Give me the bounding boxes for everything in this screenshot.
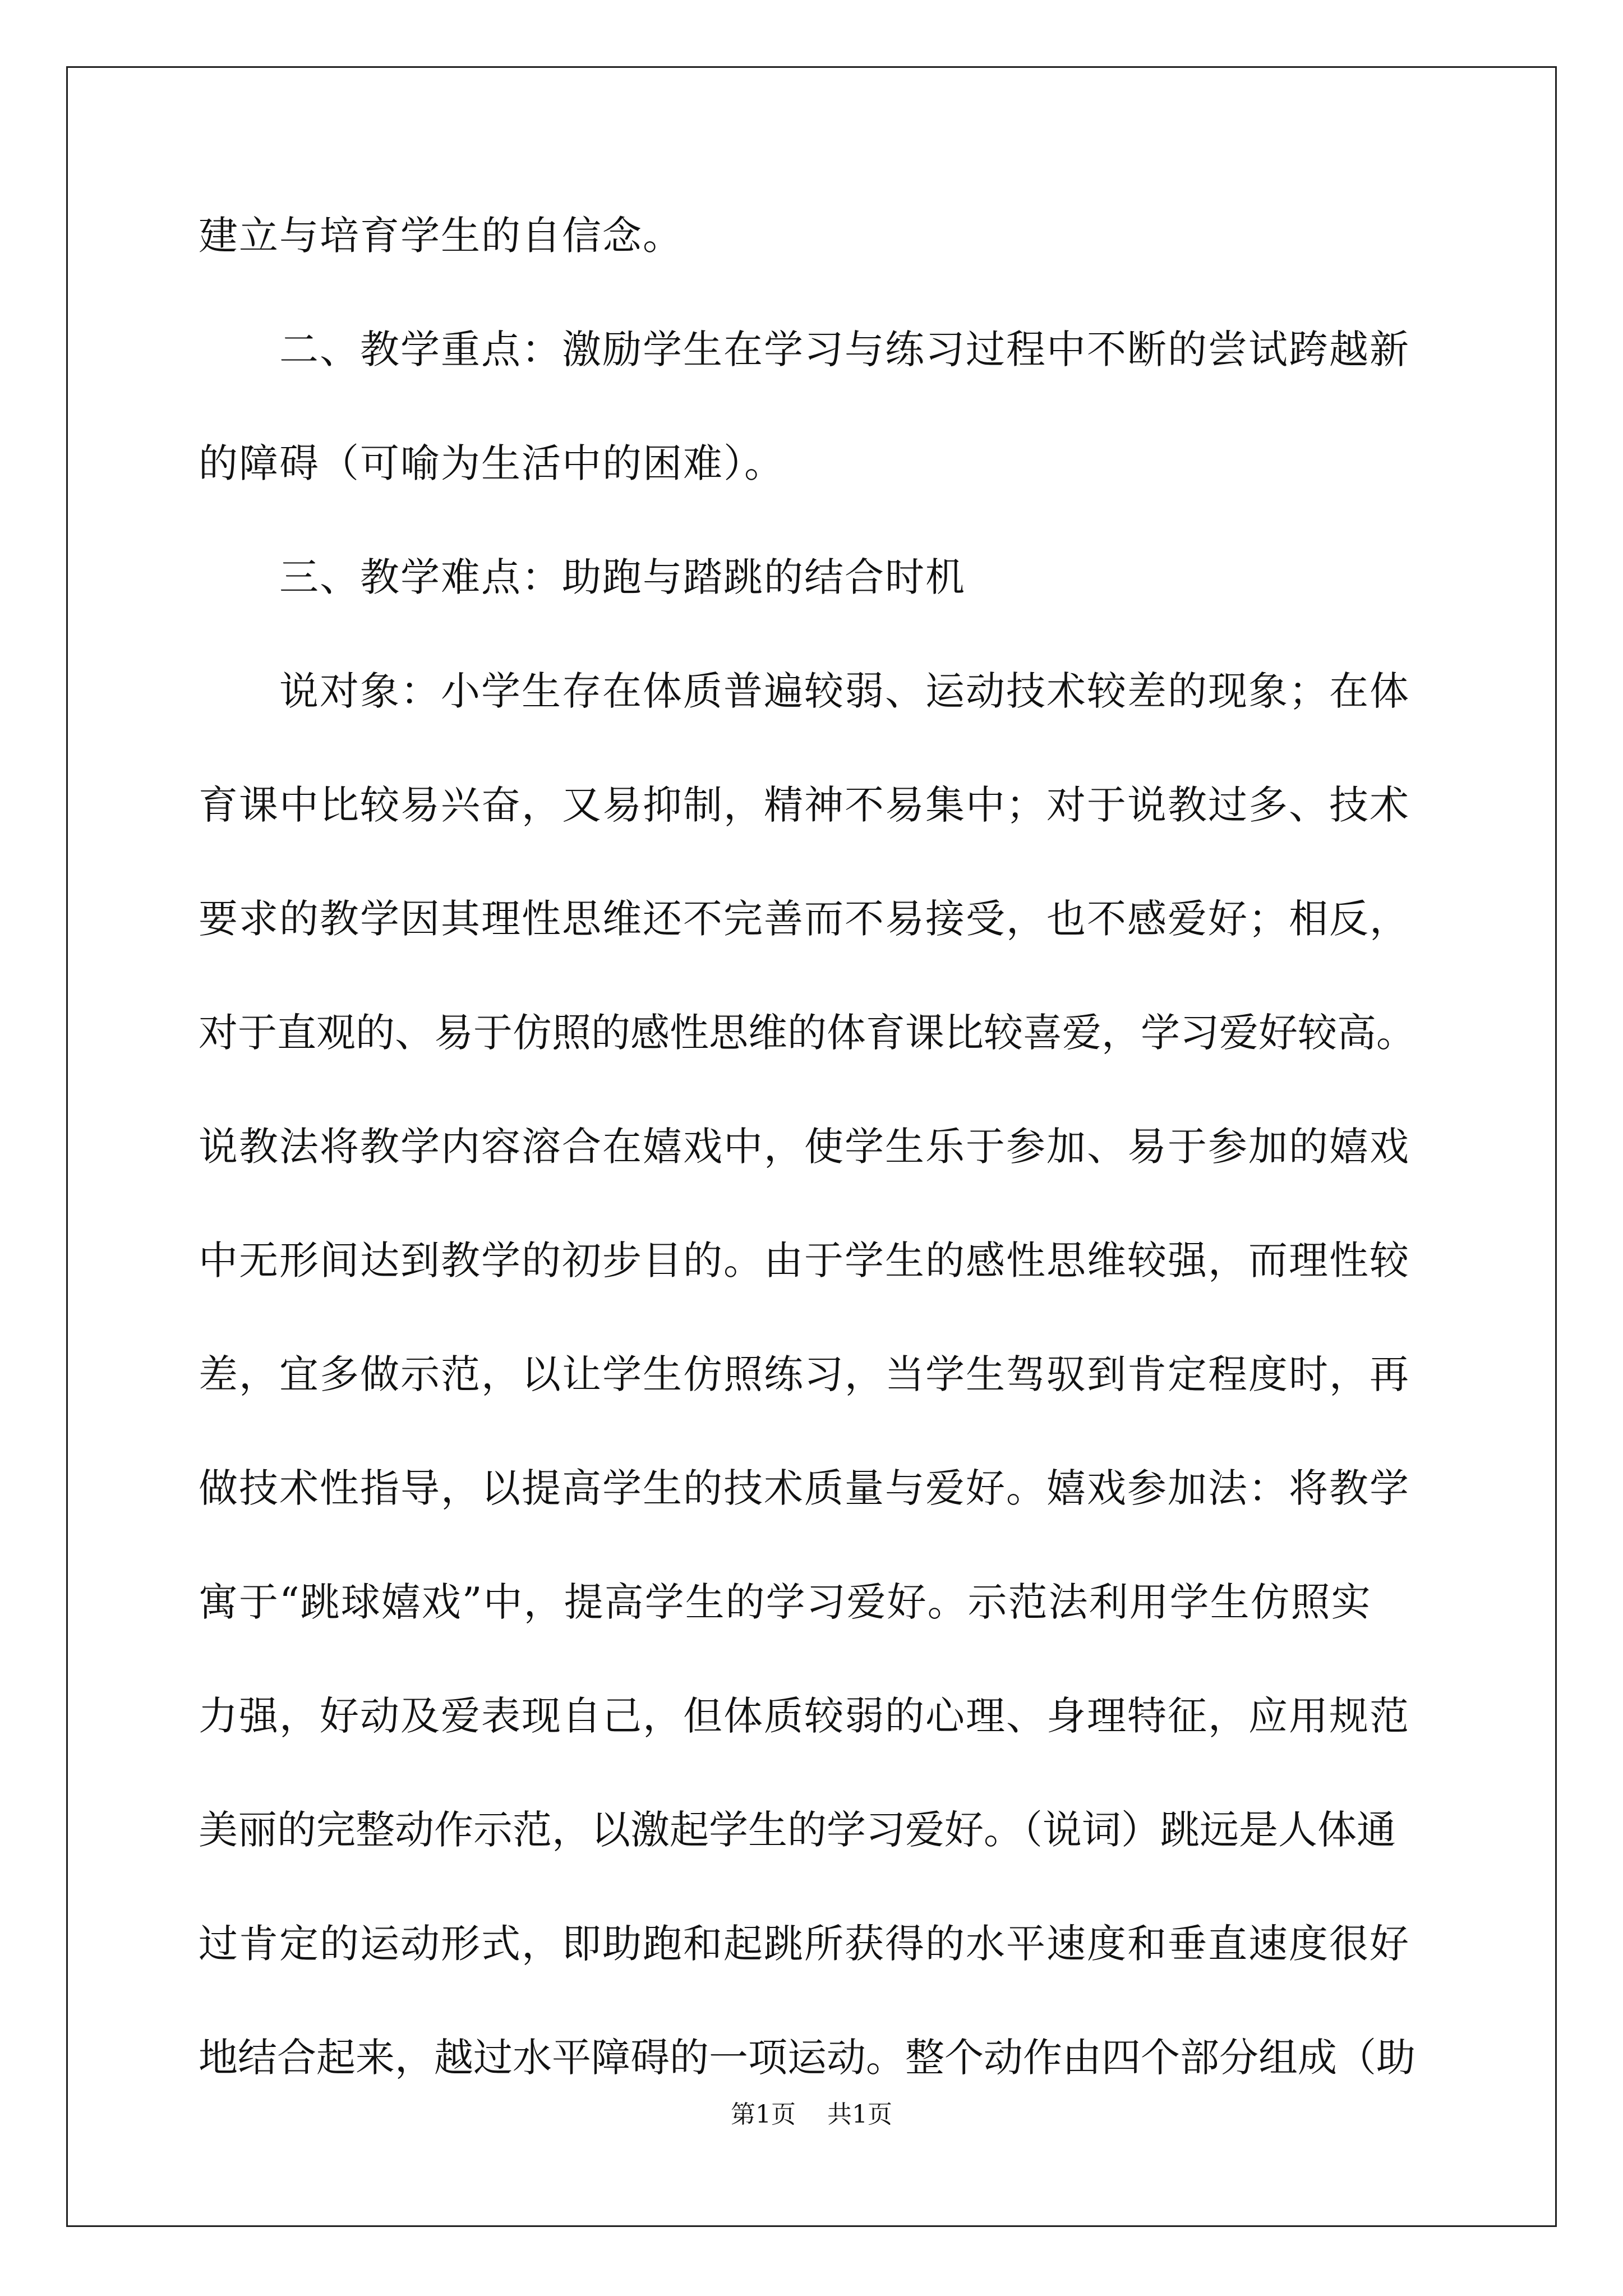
text-line: 做技术性指导，以提高学生的技术质量与爱好。嬉戏参加法：将教学 (199, 1465, 1410, 1511)
text-line: 差，宜多做示范，以让学生仿照练习，当学生驾驭到肯定程度时，再 (199, 1351, 1410, 1397)
text-line: 二、教学重点：激励学生在学习与练习过程中不断的尝试跨越新 (199, 326, 1410, 372)
text-line: 美丽的完整动作示范，以激起学生的学习爱好。（说词）跳远是人体通 (199, 1807, 1396, 1853)
text-line: 建立与培育学生的自信念。 (199, 213, 683, 259)
page-total: 共1页 (827, 2100, 892, 2129)
text-line: 力强，好动及爱表现自己，但体质较弱的心理、身理特征，应用规范 (199, 1693, 1410, 1739)
text-line: 要求的教学因其理性思维还不完善而不易接受，也不感爱好；相反， (199, 896, 1410, 942)
text-line: 过肯定的运动形式，即助跑和起跳所获得的水平速度和垂直速度很好 (199, 1921, 1410, 1967)
text-line: 的障碍（可喻为生活中的困难）。 (199, 440, 785, 486)
page-number: 第1页 (731, 2100, 796, 2129)
page-footer (0, 2098, 1623, 2132)
text-line: 三、教学难点：助跑与踏跳的结合时机 (199, 554, 966, 600)
text-line: 育课中比较易兴奋，又易抑制，精神不易集中；对于说教过多、技术 (199, 782, 1410, 828)
document-body (199, 202, 1455, 2138)
text-line: 说对象：小学生存在体质普遍较弱、运动技术较差的现象；在体 (199, 668, 1410, 714)
text-line: 对于直观的、易于仿照的感性思维的体育课比较喜爱，学习爱好较高。 (199, 1010, 1415, 1056)
text-line: 寓于“跳球嬉戏”中，提高学生的学习爱好。示范法利用学生仿照实 (199, 1579, 1372, 1625)
text-line: 地结合起来，越过水平障碍的一项运动。整个动作由四个部分组成（助 (199, 2035, 1415, 2081)
text-line: 中无形间达到教学的初步目的。由于学生的感性思维较强，而理性较 (199, 1237, 1410, 1283)
text-line: 说教法将教学内容溶合在嬉戏中，使学生乐于参加、易于参加的嬉戏 (199, 1124, 1410, 1170)
